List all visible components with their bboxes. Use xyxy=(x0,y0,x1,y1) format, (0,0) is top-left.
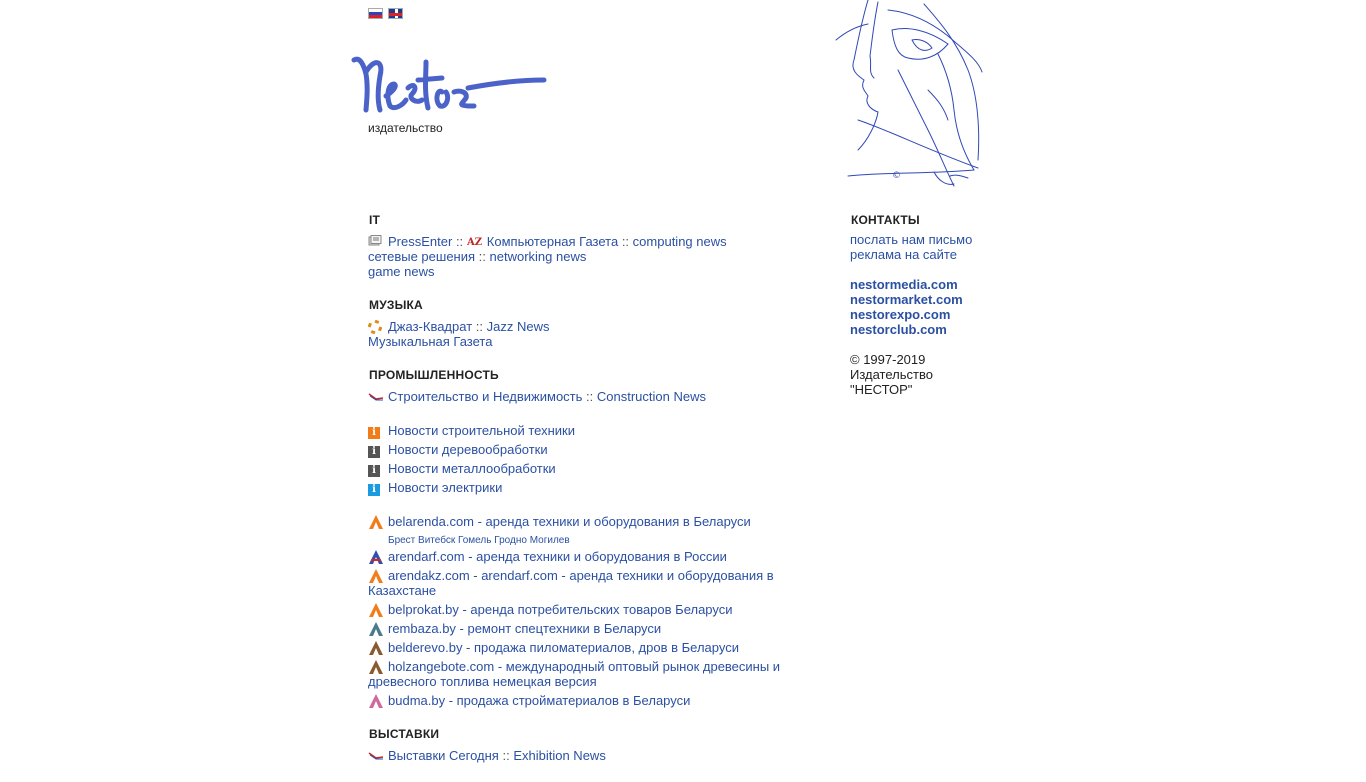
music-line-2 xyxy=(368,334,808,349)
network-solutions-link[interactable]: сетевые решения xyxy=(368,249,476,264)
section-title-music: МУЗЫКА xyxy=(369,298,423,312)
rental-item xyxy=(368,640,808,655)
news-list xyxy=(368,423,808,499)
construction-icon xyxy=(368,390,382,402)
rental-item xyxy=(368,568,808,598)
info-icon: i xyxy=(368,465,380,477)
rental-link[interactable]: arendakz.com - arendarf.com - аренда техники и оборудования в Казахстане xyxy=(368,568,774,598)
jazz-kvadrat-icon xyxy=(368,320,382,332)
separator: :: xyxy=(455,234,464,249)
separator: :: xyxy=(586,389,594,404)
rental-logo-icon xyxy=(368,550,382,562)
it-line-1 xyxy=(368,234,808,249)
rental-item xyxy=(368,659,808,689)
rental-item xyxy=(368,621,808,636)
rental-item xyxy=(368,693,808,708)
uk-flag-icon[interactable] xyxy=(388,8,403,19)
city-link[interactable]: Могилев xyxy=(529,535,570,546)
send-letter-link[interactable]: послать нам письмо xyxy=(850,232,973,247)
section-title-industry: ПРОМЫШЛЕННОСТЬ xyxy=(369,368,499,382)
computing-news-link[interactable]: computing news xyxy=(632,234,727,249)
pressenter-icon xyxy=(368,235,382,247)
rental-link[interactable]: holzangebote.com - международный оптовый рынок древесины и древесного топлива немецкая версия xyxy=(368,659,781,689)
site-link-nestormarket[interactable]: nestormarket.com xyxy=(850,292,963,307)
city-link[interactable]: Гродно xyxy=(494,535,527,546)
copyright: © 1997-2019 xyxy=(850,352,926,367)
exhibitions-line xyxy=(368,748,808,763)
info-icon: i xyxy=(368,427,380,439)
rental-list xyxy=(368,514,808,708)
section-it xyxy=(368,213,808,279)
networking-news-link[interactable]: networking news xyxy=(489,249,587,264)
pressenter-link[interactable]: PressEnter xyxy=(388,234,453,249)
spacer xyxy=(368,404,808,423)
rental-logo-icon xyxy=(368,694,382,706)
sketch-copyright: © xyxy=(892,171,901,181)
ru-flag-icon[interactable] xyxy=(368,8,383,19)
news-item xyxy=(368,442,808,461)
section-exhibitions xyxy=(368,727,808,763)
music-line-1 xyxy=(368,319,808,334)
rental-item xyxy=(368,514,808,529)
info-icon: i xyxy=(368,446,380,458)
jazz-news-link[interactable]: Jazz News xyxy=(486,319,550,334)
game-news-link[interactable]: game news xyxy=(368,264,435,279)
section-music xyxy=(368,298,808,349)
music-gazette-link[interactable]: Музыкальная Газета xyxy=(368,334,493,349)
rental-link[interactable]: belprokat.by - аренда потребительских товаров Беларуси xyxy=(388,602,733,617)
exhibition-news-link[interactable]: Exhibition News xyxy=(513,748,606,763)
spacer xyxy=(850,337,1010,352)
city-link[interactable]: Брест xyxy=(388,535,416,546)
news-item xyxy=(368,480,808,499)
news-link[interactable]: Новости строительной техники xyxy=(388,423,576,438)
kg-link[interactable]: Компьютерная Газета xyxy=(486,234,619,249)
rental-logo-icon xyxy=(368,641,382,653)
site-link-nestorexpo[interactable]: nestorexpo.com xyxy=(850,307,951,322)
jazz-kvadrat-link[interactable]: Джаз-Квадрат xyxy=(388,319,473,334)
news-item xyxy=(368,423,808,442)
rental-logo-icon xyxy=(368,569,382,581)
site-link-nestormedia[interactable]: nestormedia.com xyxy=(850,277,958,292)
publisher-line-1: Издательство xyxy=(850,367,933,382)
contacts-sidebar xyxy=(850,213,1010,397)
city-link[interactable]: Гомель xyxy=(458,535,492,546)
spacer xyxy=(368,499,808,514)
separator: :: xyxy=(621,234,630,249)
svg-text:AZ: AZ xyxy=(466,237,482,247)
site-link-nestorclub[interactable]: nestorclub.com xyxy=(850,322,947,337)
az-icon xyxy=(467,235,485,247)
news-link[interactable]: Новости деревообработки xyxy=(388,442,548,457)
rental-link[interactable]: budma.by - продажа стройматериалов в Беларуси xyxy=(388,693,691,708)
face-sketch-illustration xyxy=(828,0,988,195)
exhibitions-today-link[interactable]: Выставки Сегодня xyxy=(388,748,499,763)
rental-item xyxy=(368,549,808,564)
city-link[interactable]: Витебск xyxy=(418,535,456,546)
section-title-it: IT xyxy=(369,213,381,227)
section-industry xyxy=(368,368,808,708)
info-icon: i xyxy=(368,484,380,496)
news-link[interactable]: Новости металлообработки xyxy=(388,461,556,476)
separator: :: xyxy=(502,748,510,763)
rental-link[interactable]: rembaza.by - ремонт спецтехники в Беларуси xyxy=(388,621,662,636)
section-title-exhibitions: ВЫСТАВКИ xyxy=(369,727,440,741)
construction-ru-link[interactable]: Строительство и Недвижимость xyxy=(388,389,583,404)
news-link[interactable]: Новости электрики xyxy=(388,480,503,495)
spacer xyxy=(850,262,1010,277)
city-links xyxy=(388,533,808,547)
rental-logo-icon xyxy=(368,603,382,615)
separator: :: xyxy=(475,319,484,334)
nestor-logo[interactable] xyxy=(350,52,550,119)
separator: :: xyxy=(478,249,486,264)
rental-logo-icon xyxy=(368,622,382,634)
advertising-link[interactable]: реклама на сайте xyxy=(850,247,957,262)
it-line-2 xyxy=(368,249,808,264)
construction-line xyxy=(368,389,808,404)
main-content xyxy=(368,213,808,782)
it-line-3 xyxy=(368,264,808,279)
language-switcher xyxy=(368,8,403,19)
rental-link[interactable]: belarenda.com - аренда техники и оборудования в Беларуси xyxy=(388,514,751,529)
news-item xyxy=(368,461,808,480)
construction-en-link[interactable]: Construction News xyxy=(596,389,706,404)
contacts-title: КОНТАКТЫ xyxy=(851,213,920,227)
rental-link[interactable]: arendarf.com - аренда техники и оборудования в России xyxy=(388,549,727,564)
rental-logo-icon xyxy=(368,660,382,672)
exhibitions-icon xyxy=(368,749,382,761)
logo-subtitle: издательство xyxy=(368,121,443,135)
publisher-line-2: "НЕСТОР" xyxy=(850,382,913,397)
rental-logo-icon xyxy=(368,515,382,527)
rental-link[interactable]: belderevo.by - продажа пиломатериалов, дров в Беларуси xyxy=(388,640,739,655)
rental-item xyxy=(368,602,808,617)
